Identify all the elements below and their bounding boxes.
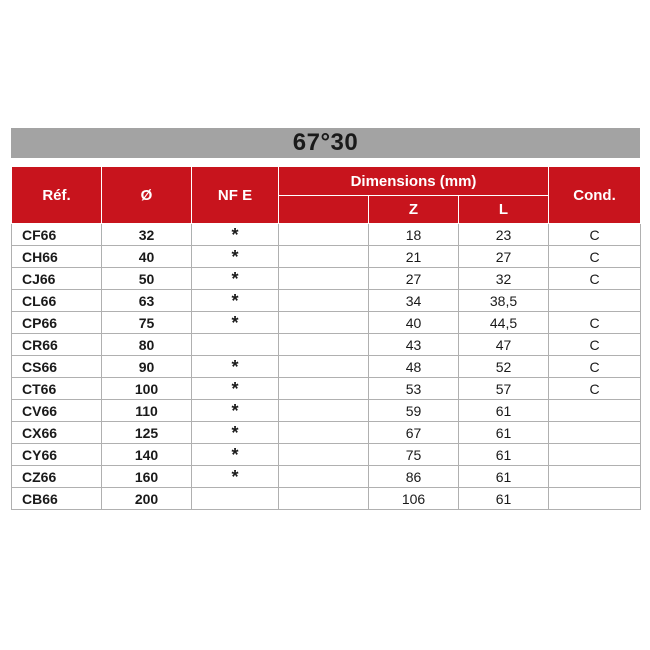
cell-nfe: * <box>192 224 279 246</box>
table-row <box>12 444 641 466</box>
spec-table <box>11 166 641 510</box>
cell-z: 48 <box>369 356 459 378</box>
cell-l: 61 <box>459 422 549 444</box>
cell-diameter: 80 <box>102 334 192 356</box>
cell-nfe: * <box>192 356 279 378</box>
cell-ref: CJ66 <box>12 268 102 290</box>
cell-diameter: 140 <box>102 444 192 466</box>
cell-nfe: * <box>192 400 279 422</box>
cell-l: 57 <box>459 378 549 400</box>
table-row <box>12 400 641 422</box>
table-row <box>12 422 641 444</box>
cell-blank <box>279 400 369 422</box>
cell-ref: CF66 <box>12 224 102 246</box>
cell-diameter: 63 <box>102 290 192 312</box>
cell-ref: CT66 <box>12 378 102 400</box>
cell-z: 67 <box>369 422 459 444</box>
header-blank <box>279 196 369 224</box>
cell-diameter: 125 <box>102 422 192 444</box>
table-title: 67°30 <box>292 129 359 156</box>
cell-l: 52 <box>459 356 549 378</box>
cell-cond: C <box>549 268 641 290</box>
cell-diameter: 50 <box>102 268 192 290</box>
table-row <box>12 224 641 246</box>
cell-l: 61 <box>459 466 549 488</box>
cell-cond: C <box>549 224 641 246</box>
cell-l: 23 <box>459 224 549 246</box>
cell-blank <box>279 246 369 268</box>
cell-ref: CP66 <box>12 312 102 334</box>
cell-diameter: 32 <box>102 224 192 246</box>
cell-blank <box>279 290 369 312</box>
table-row <box>12 356 641 378</box>
cell-ref: CV66 <box>12 400 102 422</box>
cell-z: 59 <box>369 400 459 422</box>
cell-cond <box>549 488 641 510</box>
cell-z: 27 <box>369 268 459 290</box>
cell-z: 43 <box>369 334 459 356</box>
cell-z: 75 <box>369 444 459 466</box>
cell-diameter: 90 <box>102 356 192 378</box>
cell-blank <box>279 268 369 290</box>
cell-blank <box>279 378 369 400</box>
cell-ref: CB66 <box>12 488 102 510</box>
table-row <box>12 290 641 312</box>
cell-nfe: * <box>192 422 279 444</box>
cell-nfe: * <box>192 378 279 400</box>
cell-z: 34 <box>369 290 459 312</box>
cell-ref: CS66 <box>12 356 102 378</box>
cell-z: 18 <box>369 224 459 246</box>
cell-nfe: * <box>192 268 279 290</box>
header-nfe: NF E <box>192 167 279 224</box>
cell-diameter: 75 <box>102 312 192 334</box>
cell-z: 53 <box>369 378 459 400</box>
cell-nfe: * <box>192 444 279 466</box>
cell-ref: CZ66 <box>12 466 102 488</box>
cell-ref: CX66 <box>12 422 102 444</box>
cell-l: 61 <box>459 488 549 510</box>
cell-l: 61 <box>459 400 549 422</box>
cell-cond: C <box>549 246 641 268</box>
cell-nfe: * <box>192 312 279 334</box>
header-z: Z <box>369 196 459 224</box>
cell-cond <box>549 444 641 466</box>
cell-l: 32 <box>459 268 549 290</box>
table-row <box>12 268 641 290</box>
cell-diameter: 40 <box>102 246 192 268</box>
cell-diameter: 100 <box>102 378 192 400</box>
cell-blank <box>279 224 369 246</box>
table-row <box>12 334 641 356</box>
cell-l: 47 <box>459 334 549 356</box>
cell-cond: C <box>549 312 641 334</box>
cell-blank <box>279 312 369 334</box>
header-dimensions: Dimensions (mm) <box>279 167 549 196</box>
cell-diameter: 200 <box>102 488 192 510</box>
cell-cond <box>549 422 641 444</box>
table-title-bar <box>11 128 640 158</box>
table-row <box>12 312 641 334</box>
cell-ref: CH66 <box>12 246 102 268</box>
cell-nfe: * <box>192 290 279 312</box>
table-body <box>12 224 641 510</box>
cell-nfe <box>192 334 279 356</box>
table-row <box>12 378 641 400</box>
header-l: L <box>459 196 549 224</box>
table-row <box>12 246 641 268</box>
cell-ref: CR66 <box>12 334 102 356</box>
cell-cond <box>549 466 641 488</box>
cell-ref: CL66 <box>12 290 102 312</box>
cell-z: 40 <box>369 312 459 334</box>
cell-l: 38,5 <box>459 290 549 312</box>
cell-diameter: 160 <box>102 466 192 488</box>
cell-nfe: * <box>192 246 279 268</box>
cell-blank <box>279 356 369 378</box>
cell-nfe <box>192 488 279 510</box>
cell-cond: C <box>549 334 641 356</box>
table-row <box>12 488 641 510</box>
cell-l: 44,5 <box>459 312 549 334</box>
cell-blank <box>279 334 369 356</box>
cell-blank <box>279 444 369 466</box>
cell-z: 21 <box>369 246 459 268</box>
cell-cond: C <box>549 356 641 378</box>
cell-blank <box>279 466 369 488</box>
cell-blank <box>279 422 369 444</box>
cell-ref: CY66 <box>12 444 102 466</box>
header-diameter: Ø <box>102 167 192 224</box>
cell-diameter: 110 <box>102 400 192 422</box>
cell-nfe: * <box>192 466 279 488</box>
header-cond: Cond. <box>549 167 641 224</box>
cell-cond: C <box>549 378 641 400</box>
cell-l: 27 <box>459 246 549 268</box>
cell-cond <box>549 290 641 312</box>
header-row <box>12 167 641 196</box>
cell-l: 61 <box>459 444 549 466</box>
table-row <box>12 466 641 488</box>
cell-blank <box>279 488 369 510</box>
cell-z: 106 <box>369 488 459 510</box>
header-ref: Réf. <box>12 167 102 224</box>
cell-cond <box>549 400 641 422</box>
cell-z: 86 <box>369 466 459 488</box>
